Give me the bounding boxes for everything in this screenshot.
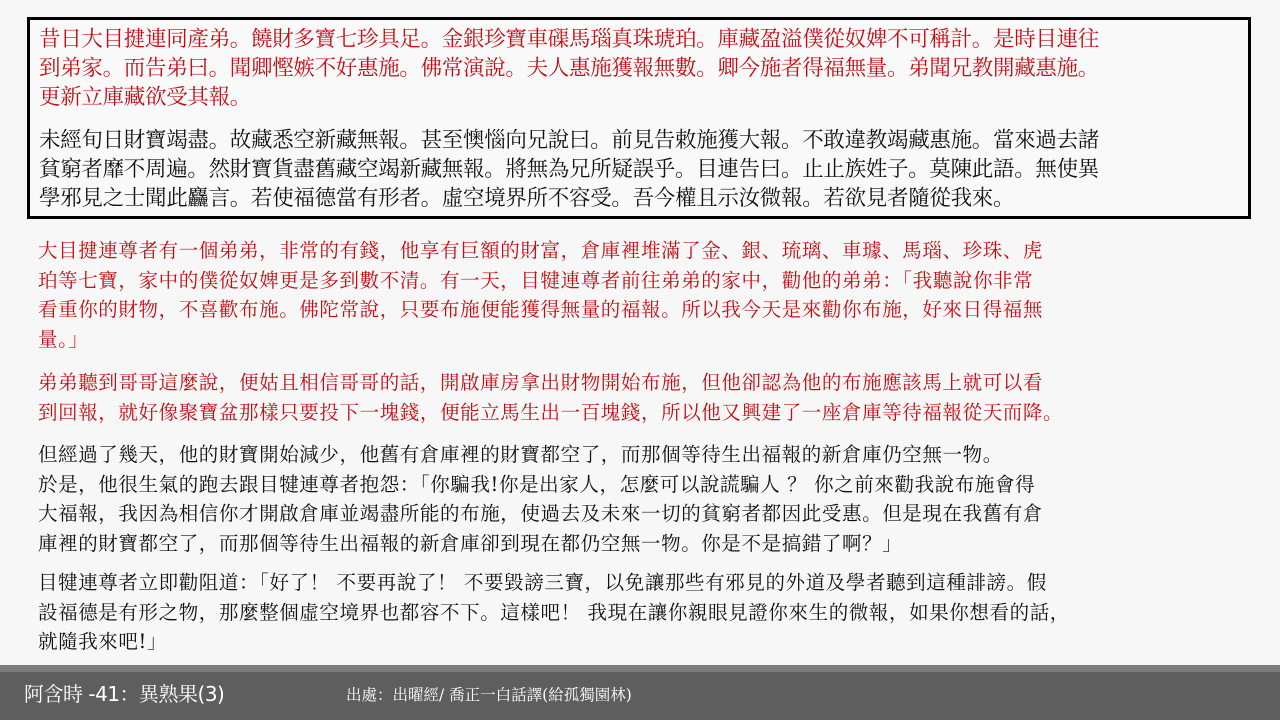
text-line: 看重你的財物，不喜歡布施。佛陀常說，只要布施便能獲得無量的福報。所以我今天是來勸你布施，好來日得福無	[38, 298, 1044, 321]
translation-paragraph-4	[38, 568, 1070, 657]
text-line: 珀等七寶，家中的僕從奴婢更是多到數不清。有一天，目犍連尊者前往弟弟的家中，勸他的弟弟：「我聽說你非常	[38, 268, 1034, 292]
text-line: 大福報，我因為相信你才開啟倉庫並竭盡所能的布施，使過去及未來一切的貧窮者都因此受惠。但是現在我舊有倉	[38, 502, 1044, 525]
text-line: 貧窮者靡不周遍。然財寶貨盡舊藏空竭新藏無報。將無為兄所疑誤乎。目連告曰。止止族姓子。莫陳此語。無使異	[39, 157, 1100, 182]
text-line: 未經旬日財寶竭盡。故藏悉空新藏無報。甚至懊惱向兄說曰。前見告敕施獲大報。不敢違教竭藏惠施。當來過去諸	[39, 128, 1100, 153]
original-text-box	[27, 17, 1251, 219]
text-line: 庫裡的財寶都空了，而那個等待生出福報的新倉庫卻到現在都仍空無一物。你是不是搞錯了啊？」	[38, 531, 903, 555]
text-line: 就隨我來吧!」	[38, 630, 168, 653]
text-line: 設福德是有形之物，那麼整個虛空境界也都容不下。這樣吧！ 我現在讓你親眼見證你來生的微報，如果你想看的話，	[38, 600, 1070, 624]
footer-bar	[0, 665, 1280, 720]
slide-title: 阿含時 -41：異熟果(3)	[24, 682, 225, 706]
text-line: 但經過了幾天，他的財寶開始減少，他舊有倉庫裡的財寶都空了，而那個等待生出福報的新倉庫仍空無一物。	[38, 443, 1003, 466]
translation-paragraph-2	[38, 368, 1063, 427]
text-line: 學邪見之士聞此麤言。若使福德當有形者。虛空境界所不容受。吾今權且示汝微報。若欲見者隨從我來。	[39, 186, 1015, 211]
text-line: 於是，他很生氣的跑去跟目犍連尊者抱怨：「你騙我!你是出家人，怎麼可以說謊騙人 ？ 你之前來勸我說布施會得	[38, 472, 1036, 496]
original-paragraph-red	[30, 25, 1099, 112]
text-line: 昔日大目揵連同產弟。饒財多寶七珍具足。金銀珍寶車磲馬瑙真珠琥珀。庫藏盈溢僕從奴婢不可稱計。是時目連往	[39, 27, 1100, 52]
text-line: 到回報，就好像聚寶盆那樣只要投下一塊錢，便能立馬生出一百塊錢，所以他又興建了一座倉庫等待福報從天而降。	[38, 400, 1064, 424]
translation-paragraph-3	[38, 440, 1043, 558]
text-line: 大目揵連尊者有一個弟弟，非常的有錢，他享有巨額的財富，倉庫裡堆滿了金、銀、琉璃、車璩、馬瑙、珍珠、虎	[38, 239, 1044, 262]
text-line: 目犍連尊者立即勸阻道：「好了！ 不要再說了！ 不要毀謗三寶，以免讓那些有邪見的外道及學者聽到這種誹謗。假	[38, 571, 1047, 594]
text-line: 弟弟聽到哥哥這麼說，便姑且相信哥哥的話，開啟庫房拿出財物開始布施，但他卻認為他的布施應該馬上就可以看	[38, 371, 1044, 394]
source-citation: 出處：出曜經/ 喬正一白話譯(給孤獨園林)	[346, 686, 632, 704]
text-line: 更新立庫藏欲受其報。	[39, 85, 252, 110]
text-line: 量。」	[38, 327, 89, 351]
text-line: 到弟家。而告弟曰。聞卿慳嫉不好惠施。佛常演說。夫人惠施獲報無數。卿今施者得福無量。弟聞兄教開藏惠施。	[39, 56, 1100, 81]
original-paragraph-black	[30, 126, 1099, 213]
translation-paragraph-1	[38, 236, 1043, 354]
